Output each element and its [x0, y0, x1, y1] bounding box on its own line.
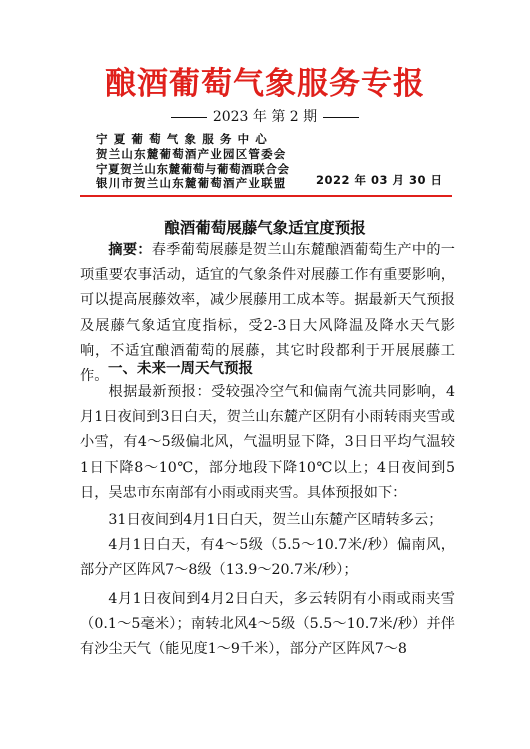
abstract-label: 摘要： [108, 242, 152, 258]
org-line: 银川市贺兰山东麓葡萄酒产业联盟 [96, 176, 287, 191]
issuing-organizations [96, 132, 290, 191]
org-line: 宁夏贺兰山东麓葡萄与葡萄酒联合会 [96, 161, 290, 176]
issue-number: 2023 年 第 2 期 [212, 109, 318, 125]
left-dash [171, 117, 207, 118]
issue-date: 2022 年 03 月 30 日 [316, 173, 443, 187]
red-divider [80, 195, 452, 197]
section-heading: 一、未来一周天气预报 [108, 361, 253, 377]
forecast-paragraph: 4月1日夜间到4月2日白天，多云转阴有小雨或雨夹雪（0.1～5毫米）；南转北风4～5级（5.5～10.7米/秒）并伴有沙尘天气（能见度1～9千米），部分产区阵风7～8 [80, 591, 455, 658]
org-line: 贺兰山东麓葡萄酒产业园区管委会 [96, 146, 287, 161]
forecast-paragraph: 根据最新预报：受较强冷空气和偏南气流共同影响，4月1日夜间到3日白天，贺兰山东麓产区阴有小雨转雨夹雪或小雪，有4～5级偏北风，气温明显下降，3日日平均气温较1日下降8～10℃，部分地段下降10℃以上；4日夜间到5日，吴忠市东南部有小雨或雨夹雪。具体预报如下： [80, 384, 455, 501]
forecast-paragraph: 31日夜间到4月1日白天，贺兰山东麓产区晴转多云； [108, 512, 443, 528]
abstract-text: 春季葡萄展藤是贺兰山东麓酿酒葡萄生产中的一项重要农事活动，适宜的气象条件对展藤工作有重要影响，可以提高展藤效率，减少展藤用工成本等。据最新天气预报及展藤气象适宜度指标，受2-3日大风降温及降水天气影响，不适宜酿酒葡萄的展藤，其它时段都利于开展展藤工作。 [80, 242, 455, 385]
article-title: 酿酒葡萄展藤气象适宜度预报 [164, 219, 366, 237]
org-line: 宁夏葡萄气象服务中心 [96, 132, 273, 146]
report-title: 酿酒葡萄气象服务专报 [105, 66, 425, 102]
issue-line [0, 106, 530, 126]
right-dash [323, 117, 359, 118]
forecast-paragraph: 4月1日白天，有4～5级（5.5～10.7米/秒）偏南风，部分产区阵风7～8级（13.9～20.7米/秒）； [80, 537, 455, 579]
